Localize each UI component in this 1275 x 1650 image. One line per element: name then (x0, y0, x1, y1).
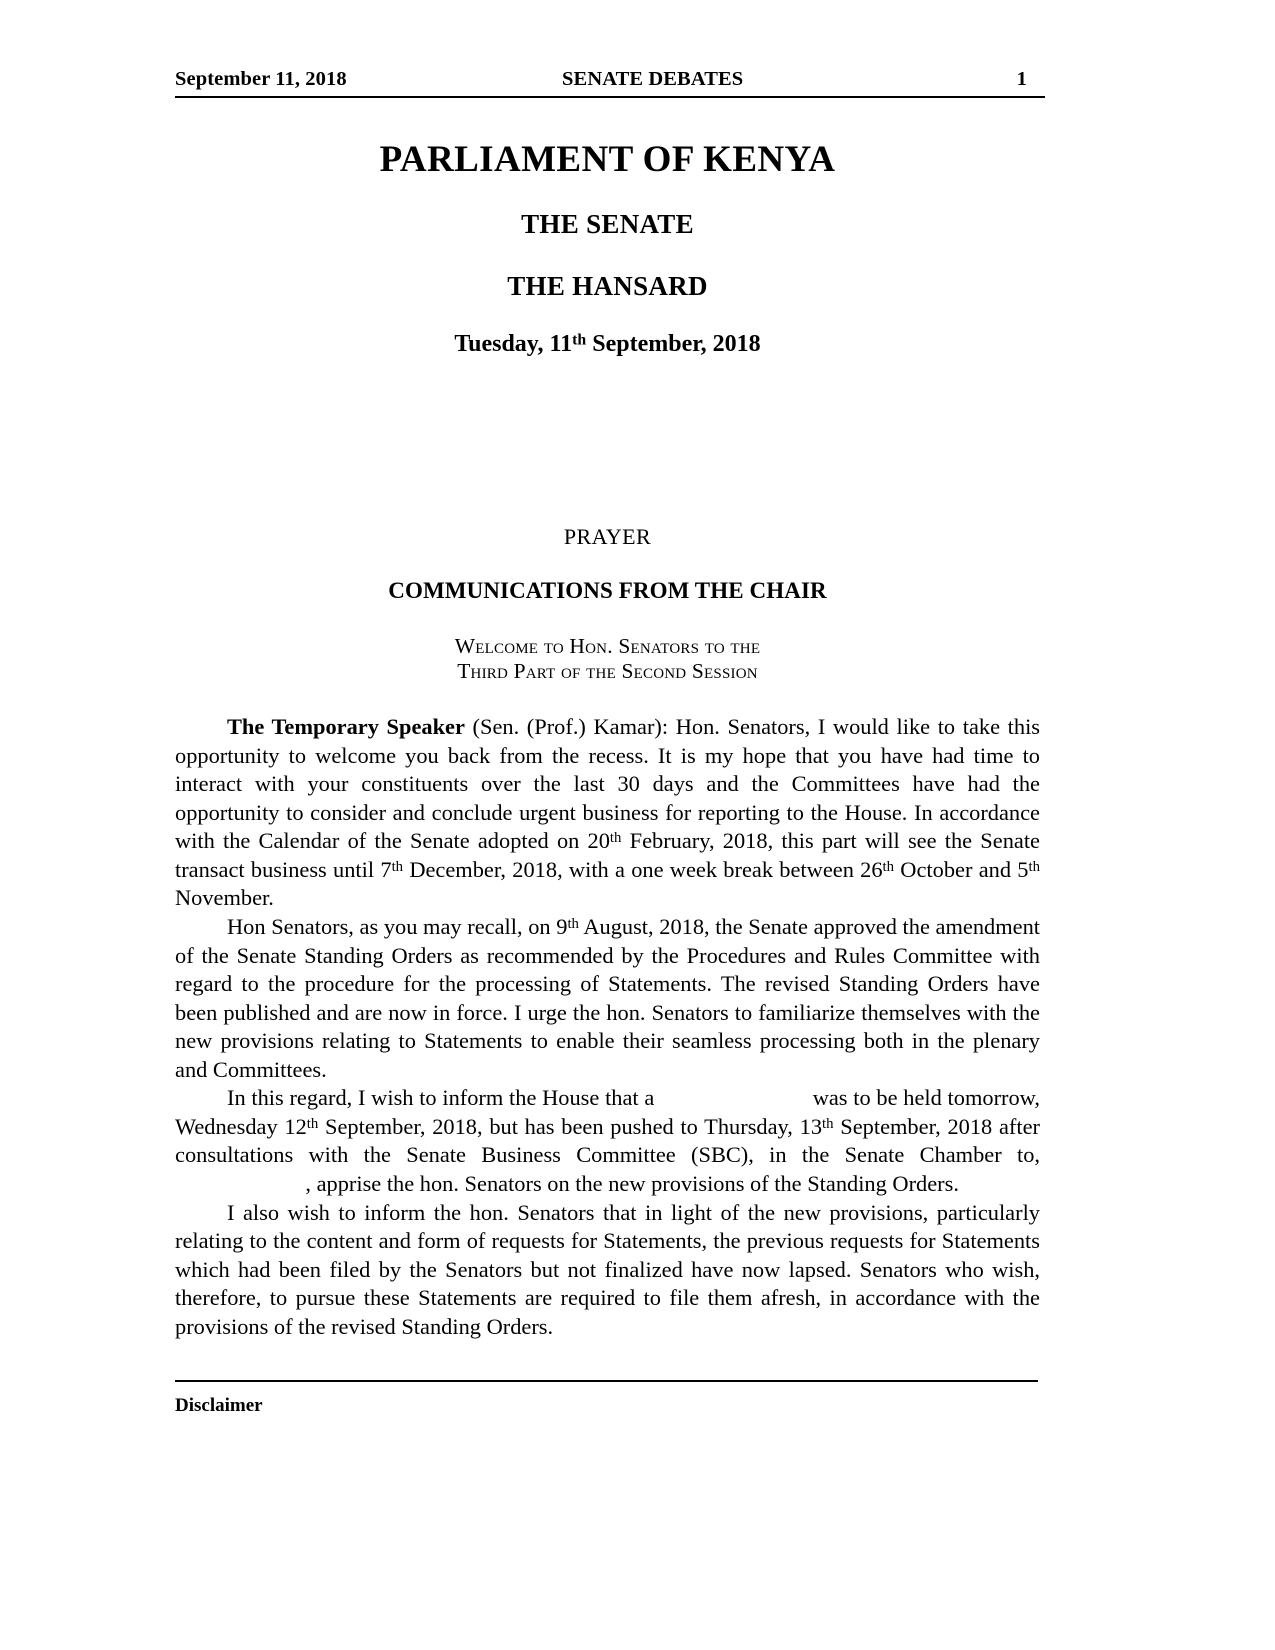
paragraph-lapsed-statements: I also wish to inform the hon. Senators that in light of the new provisions, particularly relating to the content and form of requests for Statements, the previous requests for Statements which had been filed by the Senators but not finalized have now lapsed. Senators who wish, therefore, to pursue these Statements are required to file them afresh, in accordance with the provisions of the revised Standing Orders. (175, 1199, 1040, 1339)
communications-subheading (175, 634, 1040, 685)
p3-part-c: September, 2018, but has been pushed to Thursday, 13 (318, 1113, 823, 1139)
p1-part-d: October and 5 (894, 856, 1029, 882)
paragraph-rescheduled-session (175, 1084, 1040, 1198)
p3-part-a: In this regard, I wish to inform the House that a (227, 1085, 655, 1111)
p1-ordinal-4: th (1028, 858, 1040, 875)
running-header (175, 68, 1045, 98)
p1-part-b: February, 2018, this part will see the Senate transact business until 7 (175, 828, 1040, 882)
section-heading-communications: COMMUNICATIONS FROM THE CHAIR (388, 578, 827, 603)
p1-ordinal-1: th (609, 830, 622, 847)
p3-part-b: was to be held tomorrow, Wednesday 12 (175, 1085, 1040, 1139)
document-subtitle-hansard: THE HANSARD (507, 271, 708, 301)
footer-divider (175, 1380, 1038, 1382)
p3-part-e: , apprise the hon. Senators on the new provisions of the Standing Orders. (305, 1171, 959, 1196)
paragraph-speaker-welcome (175, 713, 1040, 913)
communications-subheading-line-1: Welcome to Hon. Senators to the (454, 634, 761, 658)
page-title: PARLIAMENT OF KENYA (379, 139, 836, 180)
document-date-prefix: Tuesday, 11 (454, 331, 573, 357)
section-heading-prayer: PRAYER (563, 524, 652, 549)
body-text (175, 713, 1040, 1341)
header-page-number: 1 (1016, 68, 1027, 90)
document-date-suffix: September, 2018 (586, 331, 761, 357)
p1-part-e: November. (175, 885, 274, 911)
p3-part-d: September, 2018 after consultations with the Senate Business Committee (SBC), in the Senate Chamber to, (175, 1113, 1040, 1168)
p2-ordinal-1: th (567, 915, 579, 932)
p1-ordinal-2: th (391, 858, 404, 875)
p3-blank-1 (654, 1084, 812, 1113)
header-date: September 11, 2018 (175, 68, 347, 90)
p2-part-b: August, 2018, the Senate approved the amendment of the Senate Standing Orders as recommended by the Procedures and Rules Committee with regard to the procedure for the processing of Statements. The revised Standing Orders have been published and are now in force. I urge the hon. Senators to familiarize themselves with the new provisions relating to Statements to enable their seamless processing both in the plenary and Committees. (175, 913, 1040, 1082)
communications-subheading-line-2: Third Part of the Second Session (457, 659, 758, 684)
p3-ordinal-1: th (306, 1115, 319, 1132)
p1-part-c: December, 2018, with a one week break between 26 (403, 856, 883, 882)
p1-part-a: (Sen. (Prof.) Kamar): Hon. Senators, I would like to take this opportunity to welcome you back from the recess. It is my hope that you have had time to interact with your constituents over the last 30 days and the Committees have had the opportunity to consider and conclude urgent business for reporting to the House. In accordance with the Calendar of the Senate adopted on 20 (175, 714, 1040, 854)
p3-blank-2 (175, 1170, 305, 1199)
p3-ordinal-2: th (822, 1115, 834, 1132)
header-title: SENATE DEBATES (562, 68, 744, 90)
document-date (175, 331, 1040, 358)
speaker-name: The Temporary Speaker (227, 714, 465, 739)
document-date-ordinal: th (572, 331, 587, 349)
paragraph-standing-orders (175, 913, 1040, 1084)
footer-disclaimer: Disclaimer (175, 1395, 263, 1416)
document-subtitle-senate: THE SENATE (521, 209, 694, 239)
p2-part-a: Hon Senators, as you may recall, on 9 (227, 913, 568, 939)
p1-ordinal-3: th (882, 858, 895, 875)
